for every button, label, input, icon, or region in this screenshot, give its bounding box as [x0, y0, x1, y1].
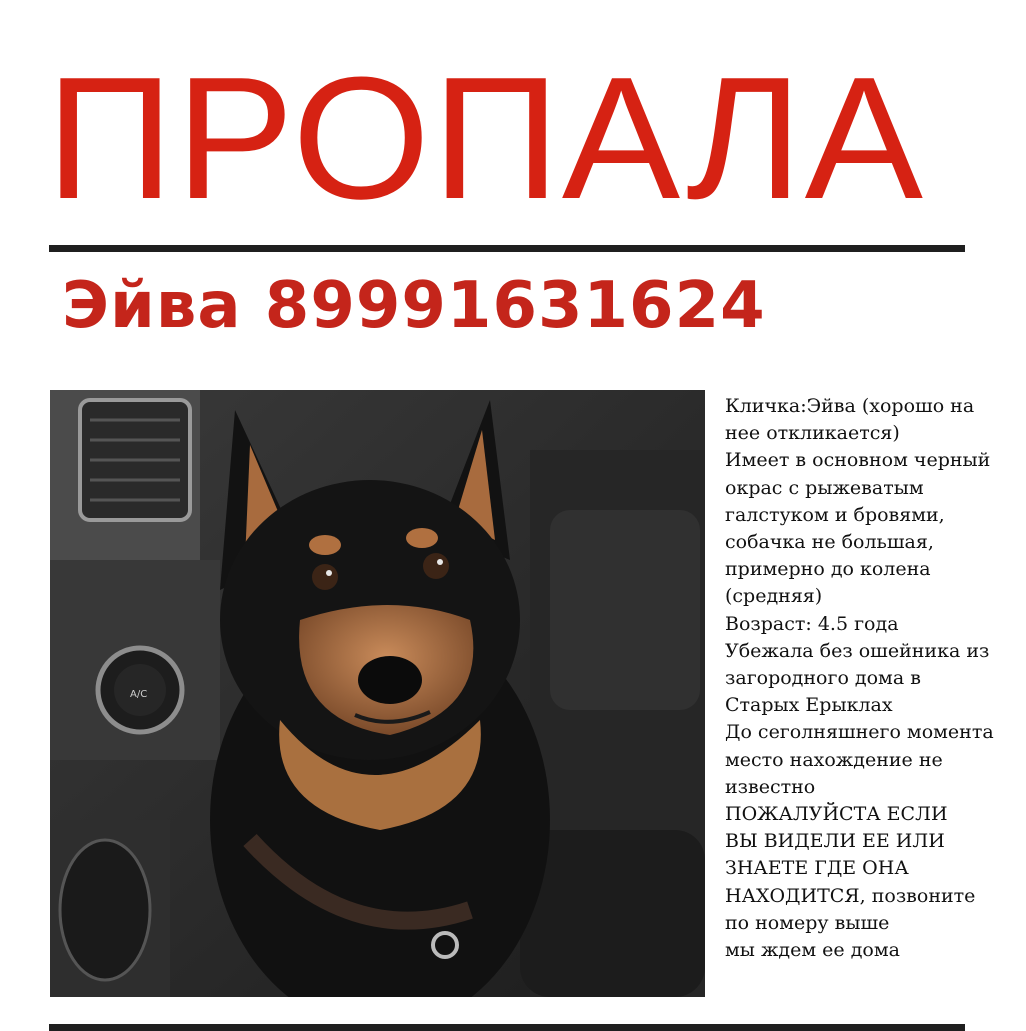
top-divider: [49, 245, 965, 252]
dog-photo: [50, 390, 705, 997]
name-and-phone: Эйва 89991631624: [62, 269, 766, 343]
description-line: галстуком и бровями,: [725, 503, 945, 526]
description-line: НАХОДИТСЯ, позвоните: [725, 884, 976, 907]
description-line: собачка не большая,: [725, 531, 934, 554]
description-line: примерно до колена: [725, 558, 931, 581]
description-line: загородного дома в: [725, 667, 921, 690]
description-line: Возраст: 4.5 года: [725, 612, 899, 635]
bottom-divider: [49, 1024, 965, 1031]
poster-headline: ПРОПАЛА: [46, 40, 926, 235]
description-line: Имеет в основном черный: [725, 449, 991, 472]
description-line: До сеголняшнего момента: [725, 721, 994, 744]
description-line: ЗНАЕТЕ ГДЕ ОНА: [725, 857, 909, 880]
description-line: известно: [725, 775, 816, 798]
description-line: мы ждем ее дома: [725, 939, 900, 962]
description-line: ПОЖАЛУЙСТА ЕСЛИ: [725, 803, 948, 826]
description-line: место нахождение не: [725, 748, 943, 771]
description: [725, 393, 1015, 964]
description-line: по номеру выше: [725, 911, 890, 934]
description-line: (средняя): [725, 585, 823, 608]
description-line: ВЫ ВИДЕЛИ ЕЕ ИЛИ: [725, 830, 945, 853]
description-line: Убежала без ошейника из: [725, 639, 990, 662]
description-line: Старых Ерыклах: [725, 694, 893, 717]
description-line: Кличка:Эйва (хорошо на: [725, 395, 975, 417]
ac-button-label: A/C: [130, 689, 148, 700]
description-line: окрас с рыжеватым: [725, 476, 924, 499]
description-line: нее откликается): [725, 422, 900, 445]
